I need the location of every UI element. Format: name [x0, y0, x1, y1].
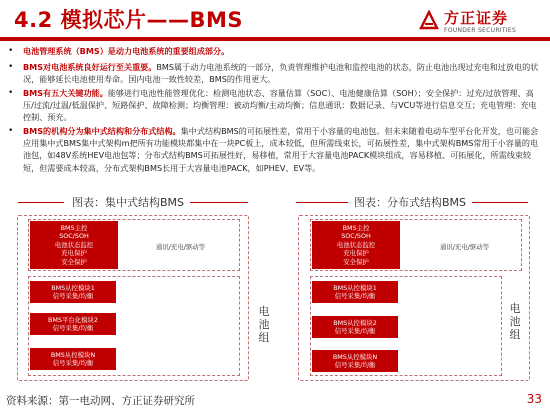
source-note: 资料来源：第一电动网、方正证券研究所: [6, 395, 195, 407]
bullet-dot-icon: •: [8, 46, 14, 56]
comm-label-left: 通讯/充电/驱动等: [156, 243, 206, 251]
slave-title: BMS从控模块1: [51, 283, 95, 292]
master-line: 充电保护: [61, 249, 87, 258]
figure-caption-right: 图表：分布式结构BMS: [354, 196, 467, 209]
slave-module-right-1: [312, 281, 398, 303]
logo-mark-icon: [418, 9, 440, 31]
slave-module-right-3: [312, 350, 398, 372]
master-line: 安全保护: [61, 257, 87, 266]
bullet-2: [8, 61, 542, 85]
slave-title: BMS从控模块2: [333, 318, 377, 327]
company-logo: [418, 5, 542, 39]
caption-rule-right: [472, 202, 528, 203]
bullet-3-text: 能够进行电池性能管理优化：检测电池状态、容量估算（SOC）、电池健康估算（SOH）；安全保护：过充/过放管理、高压/过流/过温/低温保护、短路保护、故障检测；均衡管理：被动均衡/主动均衡；信息通讯：数据记录、与VCU等进行信息交互；充电管理：充电控制、预充。: [23, 88, 537, 123]
slave-title: BMS从控模块1: [333, 283, 377, 292]
master-line: BMS主控: [60, 223, 88, 232]
master-line: SOC/SOH: [341, 232, 371, 241]
slave-title: BMS从控模块N: [332, 352, 378, 361]
bullet-3: [8, 87, 542, 124]
caption-rule-right: [296, 202, 348, 203]
pack-label-right: 电池组: [509, 302, 521, 341]
bullet-2-bold: BMS对电池系统良好运行至关重要。: [23, 62, 157, 72]
bullet-4-text: 集中式结构BMS的可拓展性差，常用于小容量的电池包。但未来随着电动车型平台化开发，也可能会应用集中式BMS集中式架构m把所有功能模块都集中在一块PC板上，成本较低，但所需线束长，可拓展性差，集中式架构BMS常用于小容量的电池包，如48V系统HEV电池包等；分布式结构BMS可拓展性好，易移植，常用于大容量电池PACK模块组成，容易移植、可拓展化，所需线束较短，但需要成本较高，分布式架构BMS长用于大容量电池PACK，如PHEV、EV等。: [23, 126, 539, 173]
master-line: SOC/SOH: [59, 232, 89, 241]
bullet-dot-icon: •: [8, 62, 14, 72]
slave-subtitle: 信号采集/均衡: [334, 361, 376, 369]
header-rule: [0, 37, 550, 41]
bullet-dot-icon: •: [8, 88, 14, 98]
comm-label-right: 通讯/充电/驱动等: [440, 243, 490, 251]
slave-subtitle: 信号采集/均衡: [334, 327, 376, 335]
logo-text-en: FOUNDER SECURITIES: [444, 27, 517, 34]
slave-module-right-2: [312, 316, 398, 338]
bullet-4-bold: BMS的机构分为集中式结构和分布式结构。: [23, 126, 181, 136]
slave-module-left-1: [30, 281, 116, 303]
slave-subtitle: 信号采集/均衡: [334, 292, 376, 300]
bullet-dot-icon: •: [8, 126, 14, 136]
figure-caption-left: 图表：集中式结构BMS: [72, 196, 185, 209]
caption-rule-left: [18, 202, 64, 203]
bullet-4: [8, 125, 542, 174]
slave-title: BMS平台化模块2: [48, 315, 98, 324]
slave-module-left-2: [30, 313, 116, 335]
master-line: 电池状态监控: [336, 240, 376, 249]
bullet-2-text: BMS属于动力电池系统的一部分，负责管理维护电池和监控电池的状态，防止电池出现过充电和过放电的状况，能够延长电池使用寿命。国内电池一致性较差，BMS的作用更大。: [23, 62, 539, 85]
master-line: BMS主控: [342, 223, 370, 232]
bms-master-right: [312, 221, 400, 269]
page-title: 4.2 模拟芯片——BMS: [14, 8, 244, 32]
caption-rule-left: [190, 202, 248, 203]
pack-label-left: 电池组: [258, 305, 270, 344]
slave-subtitle: 信号采集/均衡: [52, 324, 94, 332]
logo-text-cn: 方正证券: [444, 9, 509, 27]
slave-subtitle: 信号采集/均衡: [52, 359, 94, 367]
bms-master-left: [30, 221, 118, 269]
master-line: 电池状态监控: [54, 240, 94, 249]
bullet-3-bold: BMS有五大关键功能。: [23, 88, 108, 98]
slave-title: BMS从控模块N: [50, 350, 96, 359]
bullet-1: [8, 45, 542, 57]
bullet-1-bold: 电池管理系统（BMS）是动力电池系统的重要组成部分。: [23, 46, 230, 56]
slave-subtitle: 信号采集/均衡: [52, 292, 94, 300]
page-number: 33: [526, 392, 542, 406]
master-line: 安全保护: [343, 257, 369, 266]
slave-module-left-3: [30, 348, 116, 370]
master-line: 充电保护: [343, 249, 369, 258]
